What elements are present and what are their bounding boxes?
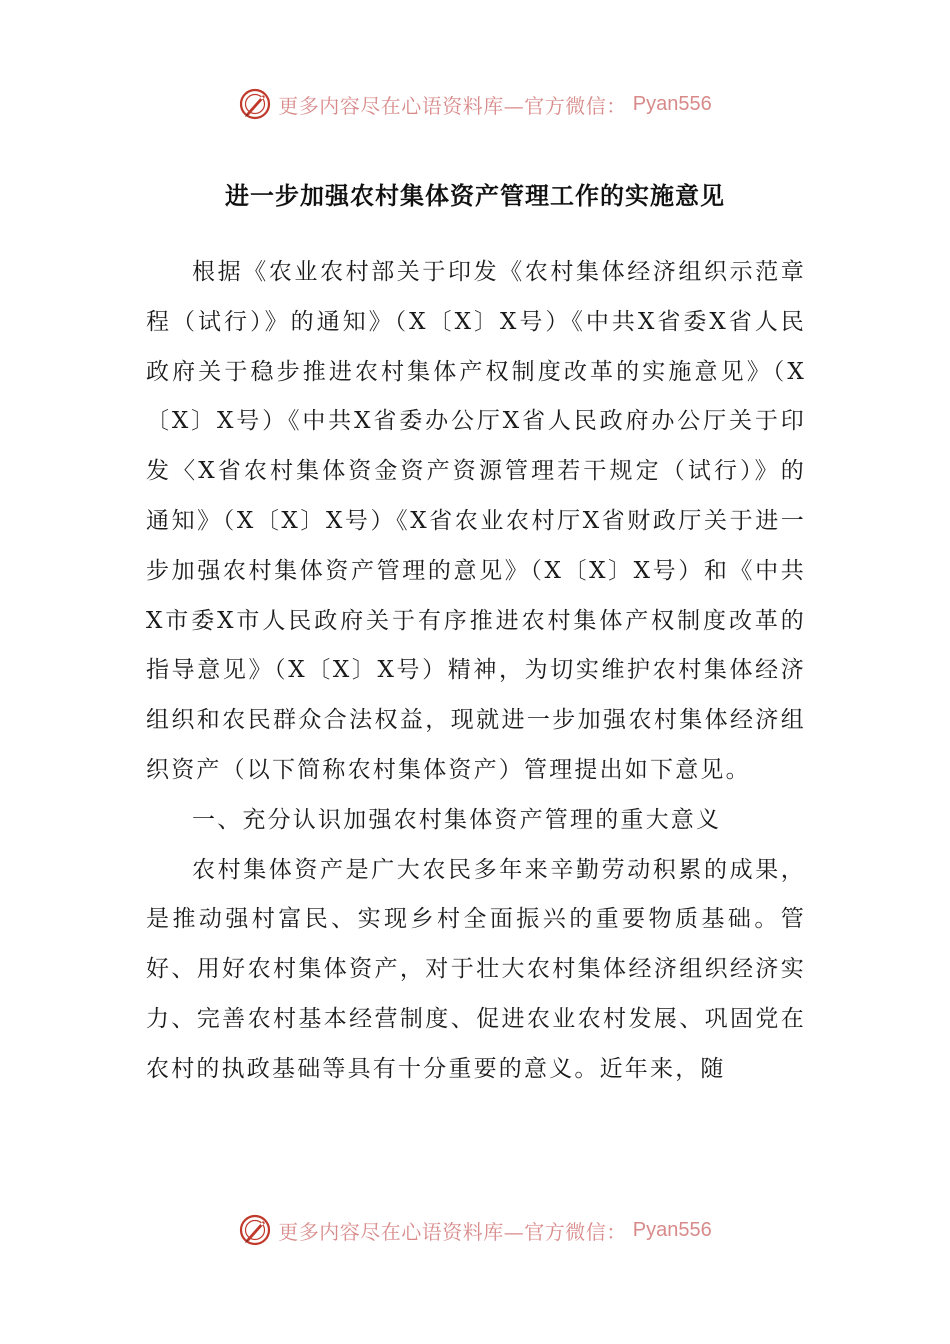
pen-logo-icon: [238, 87, 272, 121]
paragraph-intro: 根据《农业农村部关于印发《农村集体经济组织示范章程（试行）》的通知》（X〔X〕X号）《中共X省委X省人民政府关于稳步推进农村集体产权制度改革的实施意见》（X〔X〕X号）《中共X省委办公厅X省人民政府办公厅关于印发〈X省农村集体资金资产资源管理若干规定（试行）》的通知》（X〔X〕X号）《X省农业农村厅X省财政厅关于进一步加强农村集体资产管理的意见》（X〔X〕X号）和《中共X市委X市人民政府关于有序推进农村集体产权制度改革的指导意见》（X〔X〕X号）精神，为切实维护农村集体经济组织和农民群众合法权益，现就进一步加强农村集体经济组织资产（以下简称农村集体资产）管理提出如下意见。: [146, 259, 806, 783]
pen-logo-icon: [238, 1213, 272, 1247]
document-body: [146, 248, 806, 1095]
watermark-text: 更多内容尽在心语资料库—官方微信：: [278, 93, 627, 118]
watermark-footer: [0, 1210, 950, 1250]
section-heading-1: 一、充分认识加强农村集体资产管理的重大意义: [192, 806, 722, 833]
document-title: 进一步加强农村集体资产管理工作的实施意见: [225, 182, 725, 210]
watermark-wechat-id: Pyan556: [632, 1218, 712, 1241]
watermark-header: [0, 84, 950, 124]
watermark-wechat-id: Pyan556: [632, 92, 712, 115]
paragraph-significance: 农村集体资产是广大农民多年来辛勤劳动积累的成果，是推动强村富民、实现乡村全面振兴的重要物质基础。管好、用好农村集体资产，对于壮大农村集体经济组织经济实力、完善农村基本经营制度、促进农业农村发展、巩固党在农村的执政基础等具有十分重要的意义。近年来，随: [146, 856, 806, 1082]
watermark-text: 更多内容尽在心语资料库—官方微信：: [278, 1219, 627, 1244]
